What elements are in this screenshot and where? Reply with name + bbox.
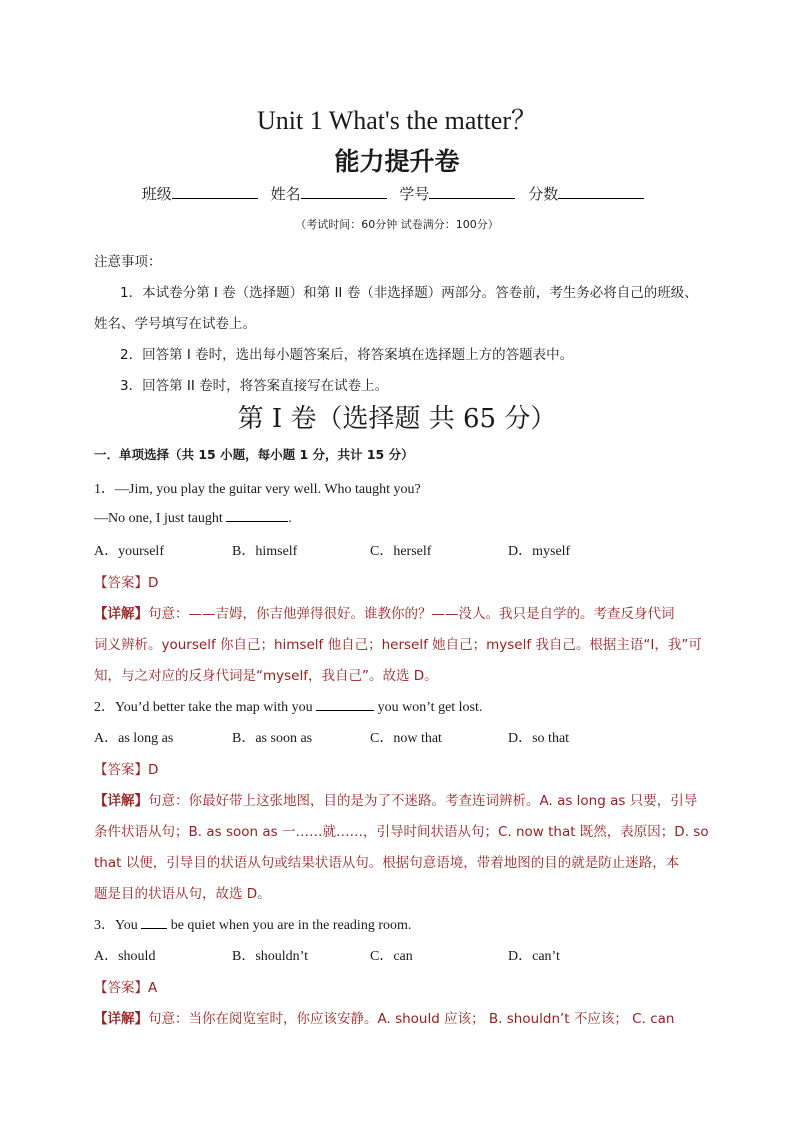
name-blank[interactable] xyxy=(301,184,387,199)
number-blank[interactable] xyxy=(429,184,515,199)
q3-detail-label: 【详解】 xyxy=(94,1011,148,1027)
q3-option-b[interactable]: B．shouldn’t xyxy=(232,949,308,964)
q1-stem-line2 xyxy=(94,509,292,527)
q3-stem xyxy=(94,914,411,934)
time-note: （考试时间：60分钟 试卷满分：100分） xyxy=(295,218,499,231)
q3-option-c[interactable]: C．can xyxy=(370,949,413,964)
q1-stem2-post: . xyxy=(288,511,292,526)
q2-option-d[interactable]: D．so that xyxy=(508,731,570,746)
q1-detail-label: 【详解】 xyxy=(94,606,148,622)
field-label-score: 分数 xyxy=(528,185,559,203)
paper-subtitle: 能力提升卷 xyxy=(334,147,460,176)
q1-option-d[interactable]: D．myself xyxy=(508,544,571,559)
q1-detail-line1 xyxy=(94,602,675,622)
q3-option-d[interactable]: D．can’t xyxy=(508,949,560,964)
q1-stem2-pre: —No one, I just taught xyxy=(94,511,227,526)
q1-detail-line3: 知，与之对应的反身代词是“myself，我自己”。故选 D。 xyxy=(94,668,438,684)
q1-stem-line1: 1．—Jim, you play the guitar very well. Who taught you? xyxy=(94,482,421,497)
section-title: 第 I 卷（选择题 共 65 分） xyxy=(237,404,557,434)
student-info-row xyxy=(0,183,794,204)
unit-title: Unit 1 What's the matter？ xyxy=(256,106,538,135)
q3-option-a[interactable]: A．should xyxy=(94,949,156,964)
class-blank[interactable] xyxy=(172,184,258,199)
q1-option-b[interactable]: B．himself xyxy=(232,544,298,559)
q3-detail-text1: 句意：当你在阅览室时，你应该安静。A. should 应该； B. shouldn’t 不应该； C. can xyxy=(148,1011,675,1027)
q2-detail-line1 xyxy=(94,789,697,809)
q1-detail-text1: 句意：——吉姆，你吉他弹得很好。谁教你的？——没人。我只是自学的。考查反身代词 xyxy=(148,606,675,622)
q2-option-c[interactable]: C．now that xyxy=(370,731,442,746)
q2-answer: 【答案】D xyxy=(94,762,159,778)
q1-detail-line2: 词义辨析。yourself 你自己；himself 他自己；herself 她自己；myself 我自己。根据主语“I，我”可 xyxy=(94,637,702,653)
note-item-2: 2．回答第 I 卷时，选出每小题答案后，将答案填在选择题上方的答题表中。 xyxy=(120,347,574,363)
q2-option-a[interactable]: A．as long as xyxy=(94,731,174,746)
q1-option-c[interactable]: C．herself xyxy=(370,544,432,559)
note-item-1b: 姓名、学号填写在试卷上。 xyxy=(94,316,256,332)
field-label-name: 姓名 xyxy=(270,185,301,203)
q1-answer: 【答案】D xyxy=(94,575,159,591)
q2-stem-pre: 2．You’d better take the map with you xyxy=(94,700,317,715)
q3-answer: 【答案】A xyxy=(94,980,158,996)
field-label-number: 学号 xyxy=(399,185,430,203)
q2-detail-text1: 句意：你最好带上这张地图，目的是为了不迷路。考查连词辨析。A. as long as 只要，引导 xyxy=(148,793,698,809)
note-item-1a: 1．本试卷分第 I 卷（选择题）和第 II 卷（非选择题）两部分。答卷前，考生务必将自己的班级、 xyxy=(120,285,698,301)
note-item-3: 3．回答第 II 卷时，将答案直接写在试卷上。 xyxy=(120,378,389,394)
q1-option-a[interactable]: A．yourself xyxy=(94,544,164,559)
part-heading: 一．单项选择（共 15 小题，每小题 1 分，共计 15 分） xyxy=(94,447,414,462)
q2-option-b[interactable]: B．as soon as xyxy=(232,731,313,746)
q2-detail-line3: that 以便，引导目的状语从句或结果状语从句。根据句意语境，带着地图的目的就是防止迷路，本 xyxy=(94,855,680,871)
q2-detail-label: 【详解】 xyxy=(94,793,148,809)
q3-stem-pre: 3．You xyxy=(94,918,142,933)
q2-detail-line2: 条件状语从句；B. as soon as 一……就……，引导时间状语从句；C. now that 既然，表原因；D. so xyxy=(94,824,709,840)
q2-stem-post: you won’t get lost. xyxy=(374,700,483,715)
score-blank[interactable] xyxy=(558,184,644,199)
field-label-class: 班级 xyxy=(141,185,172,203)
q2-detail-line4: 题是目的状语从句，故选 D。 xyxy=(94,886,271,902)
q3-detail-line1 xyxy=(94,1007,674,1027)
q3-answer-blank[interactable] xyxy=(141,916,167,929)
q2-answer-blank[interactable] xyxy=(316,698,374,711)
q1-answer-blank[interactable] xyxy=(226,509,288,522)
q2-stem xyxy=(94,696,482,716)
q3-stem-post: be quiet when you are in the reading room. xyxy=(167,918,412,933)
notes-heading: 注意事项： xyxy=(94,254,162,270)
